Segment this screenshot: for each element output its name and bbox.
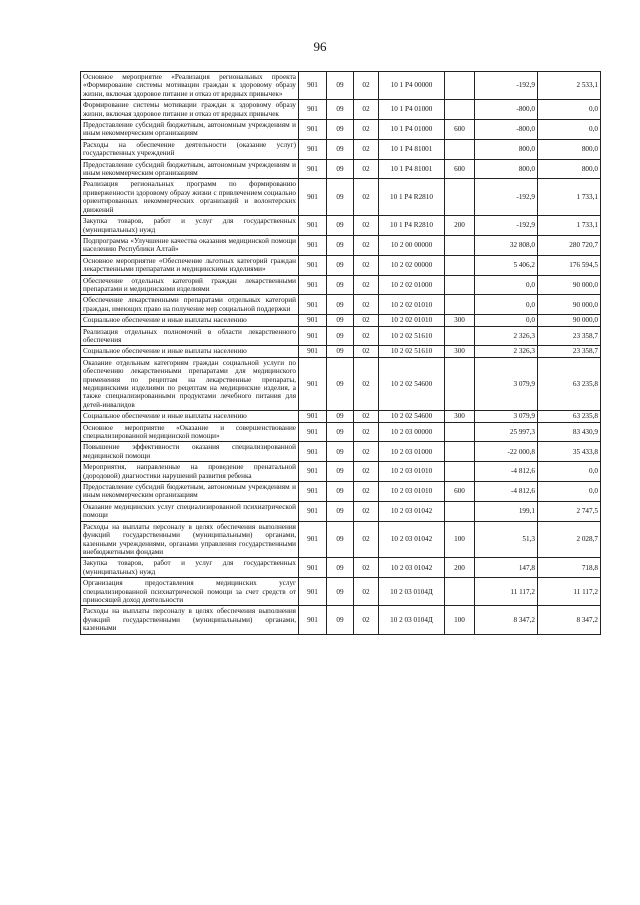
row-name-cell: Предоставление субсидий бюджетным, автономным учреждениям и иным некоммерческим организациям bbox=[81, 159, 299, 179]
amount-change-cell: 800,0 bbox=[475, 139, 538, 159]
subsection-cell: 02 bbox=[354, 100, 379, 120]
table-body bbox=[81, 72, 601, 635]
subsection-cell: 02 bbox=[354, 558, 379, 578]
table-row bbox=[81, 235, 601, 255]
expense-type-cell: 100 bbox=[445, 521, 475, 558]
section-cell: 09 bbox=[327, 216, 354, 236]
row-name-cell: Повышение эффективности оказания специализированной медицинской помощи bbox=[81, 442, 299, 462]
table-row bbox=[81, 346, 601, 357]
amount-change-cell: 0,0 bbox=[475, 275, 538, 295]
section-cell: 09 bbox=[327, 326, 354, 346]
amount-change-cell: -192,9 bbox=[475, 72, 538, 100]
section-cell: 09 bbox=[327, 606, 354, 634]
row-name-cell: Социальное обеспечение и иные выплаты населению bbox=[81, 346, 299, 357]
amount-total-cell: 0,0 bbox=[538, 120, 601, 140]
subsection-cell: 02 bbox=[354, 179, 379, 216]
subsection-cell: 02 bbox=[354, 357, 379, 410]
table-row bbox=[81, 179, 601, 216]
row-name-cell: Закупка товаров, работ и услуг для государственных (муниципальных) нужд bbox=[81, 216, 299, 236]
target-article-cell: 10 2 03 00000 bbox=[379, 422, 445, 442]
amount-total-cell: 1 733,1 bbox=[538, 216, 601, 236]
admin-code-cell: 901 bbox=[299, 255, 327, 275]
table-row bbox=[81, 120, 601, 140]
amount-change-cell: 11 117,2 bbox=[475, 578, 538, 606]
admin-code-cell: 901 bbox=[299, 326, 327, 346]
table-row bbox=[81, 139, 601, 159]
admin-code-cell: 901 bbox=[299, 578, 327, 606]
admin-code-cell: 901 bbox=[299, 558, 327, 578]
page-number: 96 bbox=[313, 39, 327, 54]
amount-change-cell: 3 079,9 bbox=[475, 411, 538, 422]
table-row bbox=[81, 606, 601, 634]
expense-type-cell bbox=[445, 442, 475, 462]
subsection-cell: 02 bbox=[354, 462, 379, 482]
target-article-cell: 10 2 02 51610 bbox=[379, 326, 445, 346]
amount-total-cell: 90 000,0 bbox=[538, 315, 601, 326]
table-row bbox=[81, 159, 601, 179]
subsection-cell: 02 bbox=[354, 139, 379, 159]
target-article-cell: 10 2 00 00000 bbox=[379, 235, 445, 255]
row-name-cell: Основное мероприятие «Обеспечение льготных категорий граждан лекарственными препаратами и медицинскими изделиями» bbox=[81, 255, 299, 275]
amount-change-cell: 3 079,9 bbox=[475, 357, 538, 410]
expense-type-cell: 200 bbox=[445, 216, 475, 236]
amount-total-cell: 90 000,0 bbox=[538, 275, 601, 295]
section-cell: 09 bbox=[327, 295, 354, 315]
expense-type-cell bbox=[445, 295, 475, 315]
amount-change-cell: 800,0 bbox=[475, 159, 538, 179]
row-name-cell: Оказание медицинских услуг специализированной психиатрической помощи bbox=[81, 501, 299, 521]
subsection-cell: 02 bbox=[354, 346, 379, 357]
amount-total-cell: 0,0 bbox=[538, 100, 601, 120]
subsection-cell: 02 bbox=[354, 482, 379, 502]
row-name-cell: Закупка товаров, работ и услуг для государственных (муниципальных) нужд bbox=[81, 558, 299, 578]
admin-code-cell: 901 bbox=[299, 275, 327, 295]
table-row bbox=[81, 578, 601, 606]
table-row bbox=[81, 216, 601, 236]
amount-total-cell: 2 747,5 bbox=[538, 501, 601, 521]
admin-code-cell: 901 bbox=[299, 501, 327, 521]
admin-code-cell: 901 bbox=[299, 357, 327, 410]
row-name-cell: Формирование системы мотивации граждан к здоровому образу жизни, включая здоровое питание и отказ от вредных привычек bbox=[81, 100, 299, 120]
target-article-cell: 10 2 03 01042 bbox=[379, 501, 445, 521]
table-row bbox=[81, 482, 601, 502]
admin-code-cell: 901 bbox=[299, 295, 327, 315]
target-article-cell: 10 2 02 54600 bbox=[379, 357, 445, 410]
section-cell: 09 bbox=[327, 139, 354, 159]
amount-change-cell: -4 812,6 bbox=[475, 462, 538, 482]
table-row bbox=[81, 411, 601, 422]
amount-total-cell: 8 347,2 bbox=[538, 606, 601, 634]
amount-change-cell: -800,0 bbox=[475, 120, 538, 140]
section-cell: 09 bbox=[327, 442, 354, 462]
table-row bbox=[81, 357, 601, 410]
section-cell: 09 bbox=[327, 357, 354, 410]
subsection-cell: 02 bbox=[354, 422, 379, 442]
subsection-cell: 02 bbox=[354, 295, 379, 315]
expense-type-cell bbox=[445, 578, 475, 606]
target-article-cell: 10 2 03 01042 bbox=[379, 558, 445, 578]
table-row bbox=[81, 100, 601, 120]
expense-type-cell: 600 bbox=[445, 482, 475, 502]
target-article-cell: 10 1 P4 01000 bbox=[379, 120, 445, 140]
admin-code-cell: 901 bbox=[299, 139, 327, 159]
admin-code-cell: 901 bbox=[299, 315, 327, 326]
section-cell: 09 bbox=[327, 422, 354, 442]
section-cell: 09 bbox=[327, 120, 354, 140]
subsection-cell: 02 bbox=[354, 578, 379, 606]
row-name-cell: Предоставление субсидий бюджетным, автономным учреждениям и иным некоммерческим организациям bbox=[81, 120, 299, 140]
table-row bbox=[81, 501, 601, 521]
amount-total-cell: 83 430,9 bbox=[538, 422, 601, 442]
amount-total-cell: 35 433,8 bbox=[538, 442, 601, 462]
section-cell: 09 bbox=[327, 235, 354, 255]
amount-total-cell: 800,0 bbox=[538, 159, 601, 179]
admin-code-cell: 901 bbox=[299, 179, 327, 216]
expense-type-cell bbox=[445, 72, 475, 100]
subsection-cell: 02 bbox=[354, 255, 379, 275]
amount-total-cell: 2 533,1 bbox=[538, 72, 601, 100]
expense-type-cell: 100 bbox=[445, 606, 475, 634]
amount-change-cell: -800,0 bbox=[475, 100, 538, 120]
amount-total-cell: 800,0 bbox=[538, 139, 601, 159]
amount-change-cell: 51,3 bbox=[475, 521, 538, 558]
section-cell: 09 bbox=[327, 521, 354, 558]
target-article-cell: 10 2 03 01000 bbox=[379, 442, 445, 462]
row-name-cell: Мероприятия, направленные на проведение пренатальной (дородовой) диагностики нарушений развития ребенка bbox=[81, 462, 299, 482]
target-article-cell: 10 2 03 01010 bbox=[379, 462, 445, 482]
target-article-cell: 10 1 P4 R2810 bbox=[379, 216, 445, 236]
expense-type-cell: 300 bbox=[445, 315, 475, 326]
section-cell: 09 bbox=[327, 159, 354, 179]
expense-type-cell bbox=[445, 326, 475, 346]
target-article-cell: 10 2 02 01000 bbox=[379, 275, 445, 295]
expense-type-cell bbox=[445, 275, 475, 295]
amount-change-cell: 5 406,2 bbox=[475, 255, 538, 275]
row-name-cell: Основное мероприятие «Реализация региональных проекта «Формирование системы мотивации граждан к здоровому образу жизни, включая здоровое питание и отказ от вредных привычек» bbox=[81, 72, 299, 100]
subsection-cell: 02 bbox=[354, 315, 379, 326]
row-name-cell: Подпрограмма «Улучшение качества оказания медицинской помощи населению Республики Алтай» bbox=[81, 235, 299, 255]
amount-change-cell: 8 347,2 bbox=[475, 606, 538, 634]
admin-code-cell: 901 bbox=[299, 159, 327, 179]
amount-total-cell: 718,8 bbox=[538, 558, 601, 578]
target-article-cell: 10 2 02 54600 bbox=[379, 411, 445, 422]
subsection-cell: 02 bbox=[354, 235, 379, 255]
amount-change-cell: 0,0 bbox=[475, 315, 538, 326]
section-cell: 09 bbox=[327, 179, 354, 216]
expense-type-cell bbox=[445, 235, 475, 255]
row-name-cell: Предоставление субсидий бюджетным, автономным учреждениям и иным некоммерческим организациям bbox=[81, 482, 299, 502]
section-cell: 09 bbox=[327, 255, 354, 275]
amount-change-cell: 0,0 bbox=[475, 295, 538, 315]
row-name-cell: Социальное обеспечение и иные выплаты населению bbox=[81, 315, 299, 326]
section-cell: 09 bbox=[327, 482, 354, 502]
section-cell: 09 bbox=[327, 578, 354, 606]
admin-code-cell: 901 bbox=[299, 422, 327, 442]
table-row bbox=[81, 275, 601, 295]
row-name-cell: Организация предоставления медицинских услуг специализированной психиатрической помощи за счет средств от приносящей доход деятельности bbox=[81, 578, 299, 606]
row-name-cell: Расходы на выплаты персоналу в целях обеспечения выполнения функций государственными (муниципальными) органами, казенными bbox=[81, 606, 299, 634]
target-article-cell: 10 2 03 0104Д bbox=[379, 606, 445, 634]
amount-change-cell: 147,8 bbox=[475, 558, 538, 578]
expense-type-cell bbox=[445, 139, 475, 159]
admin-code-cell: 901 bbox=[299, 606, 327, 634]
expense-type-cell: 600 bbox=[445, 120, 475, 140]
amount-change-cell: 25 997,3 bbox=[475, 422, 538, 442]
amount-total-cell: 1 733,1 bbox=[538, 179, 601, 216]
admin-code-cell: 901 bbox=[299, 235, 327, 255]
expense-type-cell bbox=[445, 422, 475, 442]
expense-type-cell: 200 bbox=[445, 558, 475, 578]
table-row bbox=[81, 422, 601, 442]
table-row bbox=[81, 295, 601, 315]
target-article-cell: 10 2 02 01010 bbox=[379, 295, 445, 315]
row-name-cell: Обеспечение отдельных категорий граждан лекарственными препаратами и медицинскими изделиями bbox=[81, 275, 299, 295]
target-article-cell: 10 1 P4 81001 bbox=[379, 139, 445, 159]
target-article-cell: 10 2 02 00000 bbox=[379, 255, 445, 275]
amount-total-cell: 11 117,2 bbox=[538, 578, 601, 606]
row-name-cell: Основное мероприятие «Оказание и совершенствование специализированной медицинской помощи» bbox=[81, 422, 299, 442]
amount-total-cell: 0,0 bbox=[538, 482, 601, 502]
section-cell: 09 bbox=[327, 558, 354, 578]
subsection-cell: 02 bbox=[354, 216, 379, 236]
table-row bbox=[81, 462, 601, 482]
amount-total-cell: 23 358,7 bbox=[538, 326, 601, 346]
admin-code-cell: 901 bbox=[299, 100, 327, 120]
admin-code-cell: 901 bbox=[299, 346, 327, 357]
row-name-cell: Социальное обеспечение и иные выплаты населению bbox=[81, 411, 299, 422]
amount-total-cell: 176 594,5 bbox=[538, 255, 601, 275]
amount-change-cell: -192,9 bbox=[475, 179, 538, 216]
row-name-cell: Оказание отдельным категориям граждан социальной услуги по обеспечению лекарственными препаратами для медицинского применения по рецептам на лекарственные препараты, медицинскими изделиями по рецептам на медицинские изделия, а также специализированными продуктами лечебного питания для детей-инвалидов bbox=[81, 357, 299, 410]
section-cell: 09 bbox=[327, 275, 354, 295]
table-row bbox=[81, 72, 601, 100]
admin-code-cell: 901 bbox=[299, 442, 327, 462]
target-article-cell: 10 1 P4 R2810 bbox=[379, 179, 445, 216]
admin-code-cell: 901 bbox=[299, 120, 327, 140]
admin-code-cell: 901 bbox=[299, 521, 327, 558]
expense-type-cell bbox=[445, 462, 475, 482]
subsection-cell: 02 bbox=[354, 411, 379, 422]
expense-type-cell bbox=[445, 357, 475, 410]
section-cell: 09 bbox=[327, 462, 354, 482]
subsection-cell: 02 bbox=[354, 442, 379, 462]
table-row bbox=[81, 255, 601, 275]
amount-total-cell: 63 235,8 bbox=[538, 357, 601, 410]
budget-table bbox=[80, 71, 601, 635]
subsection-cell: 02 bbox=[354, 501, 379, 521]
amount-total-cell: 280 720,7 bbox=[538, 235, 601, 255]
subsection-cell: 02 bbox=[354, 72, 379, 100]
amount-total-cell: 23 358,7 bbox=[538, 346, 601, 357]
target-article-cell: 10 1 P4 00000 bbox=[379, 72, 445, 100]
amount-total-cell: 90 000,0 bbox=[538, 295, 601, 315]
table-row bbox=[81, 442, 601, 462]
section-cell: 09 bbox=[327, 100, 354, 120]
amount-change-cell: 2 326,3 bbox=[475, 346, 538, 357]
admin-code-cell: 901 bbox=[299, 216, 327, 236]
amount-total-cell: 2 028,7 bbox=[538, 521, 601, 558]
subsection-cell: 02 bbox=[354, 275, 379, 295]
target-article-cell: 10 2 03 0104Д bbox=[379, 578, 445, 606]
subsection-cell: 02 bbox=[354, 120, 379, 140]
target-article-cell: 10 1 P4 81001 bbox=[379, 159, 445, 179]
admin-code-cell: 901 bbox=[299, 482, 327, 502]
expense-type-cell bbox=[445, 179, 475, 216]
admin-code-cell: 901 bbox=[299, 462, 327, 482]
row-name-cell: Обеспечение лекарственными препаратами отдельных категорий граждан, имеющих право на получение мер социальной поддержки bbox=[81, 295, 299, 315]
subsection-cell: 02 bbox=[354, 326, 379, 346]
section-cell: 09 bbox=[327, 411, 354, 422]
amount-change-cell: -192,9 bbox=[475, 216, 538, 236]
table-row bbox=[81, 315, 601, 326]
amount-change-cell: 32 808,0 bbox=[475, 235, 538, 255]
section-cell: 09 bbox=[327, 346, 354, 357]
amount-change-cell: -4 812,6 bbox=[475, 482, 538, 502]
target-article-cell: 10 2 03 01042 bbox=[379, 521, 445, 558]
admin-code-cell: 901 bbox=[299, 411, 327, 422]
subsection-cell: 02 bbox=[354, 159, 379, 179]
row-name-cell: Реализация региональных программ по формированию приверженности здоровому образу жизни с привлечением социально ориентированных некоммерческих организаций и волонтерских движений bbox=[81, 179, 299, 216]
expense-type-cell: 300 bbox=[445, 411, 475, 422]
table-row bbox=[81, 521, 601, 558]
amount-change-cell: 2 326,3 bbox=[475, 326, 538, 346]
expense-type-cell bbox=[445, 100, 475, 120]
table-row bbox=[81, 326, 601, 346]
admin-code-cell: 901 bbox=[299, 72, 327, 100]
target-article-cell: 10 1 P4 01000 bbox=[379, 100, 445, 120]
row-name-cell: Реализация отдельных полномочий в области лекарственного обеспечения bbox=[81, 326, 299, 346]
amount-change-cell: 199,1 bbox=[475, 501, 538, 521]
amount-change-cell: -22 000,8 bbox=[475, 442, 538, 462]
expense-type-cell: 600 bbox=[445, 159, 475, 179]
expense-type-cell: 300 bbox=[445, 346, 475, 357]
table-row bbox=[81, 558, 601, 578]
row-name-cell: Расходы на выплаты персоналу в целях обеспечения выполнения функций государственными (муниципальными) органами, казенными учреждениями, органами управления государственными внебюджетными фондами bbox=[81, 521, 299, 558]
subsection-cell: 02 bbox=[354, 606, 379, 634]
amount-total-cell: 63 235,8 bbox=[538, 411, 601, 422]
target-article-cell: 10 2 02 01010 bbox=[379, 315, 445, 326]
section-cell: 09 bbox=[327, 501, 354, 521]
section-cell: 09 bbox=[327, 315, 354, 326]
amount-total-cell: 0,0 bbox=[538, 462, 601, 482]
expense-type-cell bbox=[445, 501, 475, 521]
target-article-cell: 10 2 02 51610 bbox=[379, 346, 445, 357]
subsection-cell: 02 bbox=[354, 521, 379, 558]
expense-type-cell bbox=[445, 255, 475, 275]
section-cell: 09 bbox=[327, 72, 354, 100]
row-name-cell: Расходы на обеспечение деятельности (оказание услуг) государственных учреждений bbox=[81, 139, 299, 159]
target-article-cell: 10 2 03 01010 bbox=[379, 482, 445, 502]
